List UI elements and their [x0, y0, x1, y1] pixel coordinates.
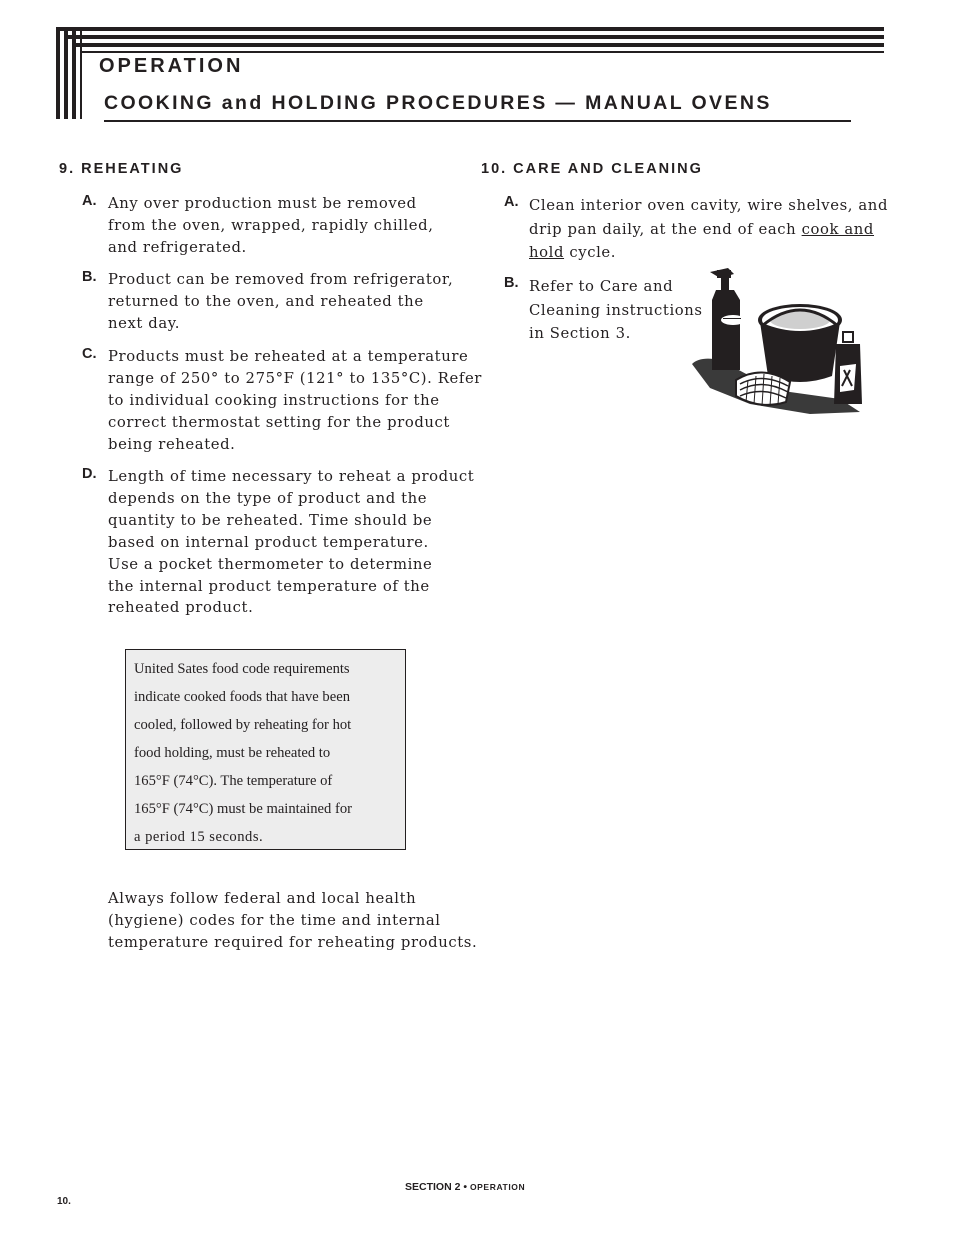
cook-and-hold-link: cook and	[801, 220, 875, 238]
cleaning-item-a	[504, 194, 889, 265]
item-letter: B.	[504, 275, 519, 291]
title-underline	[104, 120, 851, 122]
page-subtitle: COOKING and HOLDING PROCEDURES — MANUAL OVENS	[104, 92, 772, 114]
cleaning-item-b	[504, 275, 704, 346]
header-rule	[80, 51, 884, 53]
header-rule	[72, 43, 884, 47]
header-rule	[56, 27, 60, 119]
note-line: a period 15 seconds.	[134, 829, 264, 845]
hygiene-codes-paragraph: Always follow federal and local health (hygiene) codes for the time and internal temperature required for reheating products.	[108, 890, 478, 951]
page-number: 10.	[57, 1196, 71, 1207]
section-heading-care-cleaning: 10. CARE AND CLEANING	[481, 161, 703, 177]
reheating-item-b	[82, 269, 472, 335]
item-letter: A.	[504, 194, 519, 210]
header-rule	[64, 27, 68, 119]
item-letter: A.	[82, 193, 97, 209]
item-letter: C.	[82, 346, 97, 362]
item-text: Length of time necessary to reheat a product depends on the type of product and the quantity to be reheated. Time should be based on internal product temperature. Use a pocket thermometer to determine the internal product temperature of the reheated product.	[108, 468, 475, 617]
food-code-note-box	[125, 649, 406, 850]
item-letter: D.	[82, 466, 97, 482]
note-line: food holding, must be reheated to	[134, 745, 331, 761]
cook-and-hold-link: hold	[529, 244, 565, 261]
cleaning-supplies-icon	[690, 264, 868, 416]
page-title: OPERATION	[99, 55, 244, 77]
note-line: indicate cooked foods that have been	[134, 689, 350, 705]
item-text: Clean interior oven cavity, wire shelves, and drip pan daily, at the end of each cook and hold cycle.	[529, 197, 889, 261]
header-rule	[64, 35, 884, 39]
item-text: Refer to Care and Cleaning instructions in Section 3.	[529, 278, 703, 342]
reheating-item-d	[82, 466, 475, 619]
header-rule	[56, 27, 884, 31]
section-heading-reheating: 9. REHEATING	[59, 161, 184, 177]
item-text: Products must be reheated at a temperature range of 250° to 275°F (121° to 135°C). Refer to individual cooking instructions for the correct thermostat setting for the product being reheated.	[108, 348, 482, 453]
header-rule	[80, 27, 82, 119]
item-text: Any over production must be removed from the oven, wrapped, rapidly chilled, and refrigerated.	[108, 195, 434, 256]
reheating-item-a	[82, 193, 472, 259]
item-text: Product can be removed from refrigerator, returned to the oven, and reheated the next day.	[108, 271, 454, 332]
note-line: United Sates food code requirements	[134, 661, 350, 677]
note-line: 165°F (74°C) must be maintained for	[134, 801, 352, 817]
note-line: 165°F (74°C). The temperature of	[134, 773, 333, 789]
note-line: cooled, followed by reheating for hot	[134, 717, 352, 733]
footer-section-label: SECTION 2 • OPERATION	[405, 1181, 526, 1193]
reheating-item-c	[82, 346, 482, 456]
header-rule	[72, 27, 76, 119]
item-letter: B.	[82, 269, 97, 285]
